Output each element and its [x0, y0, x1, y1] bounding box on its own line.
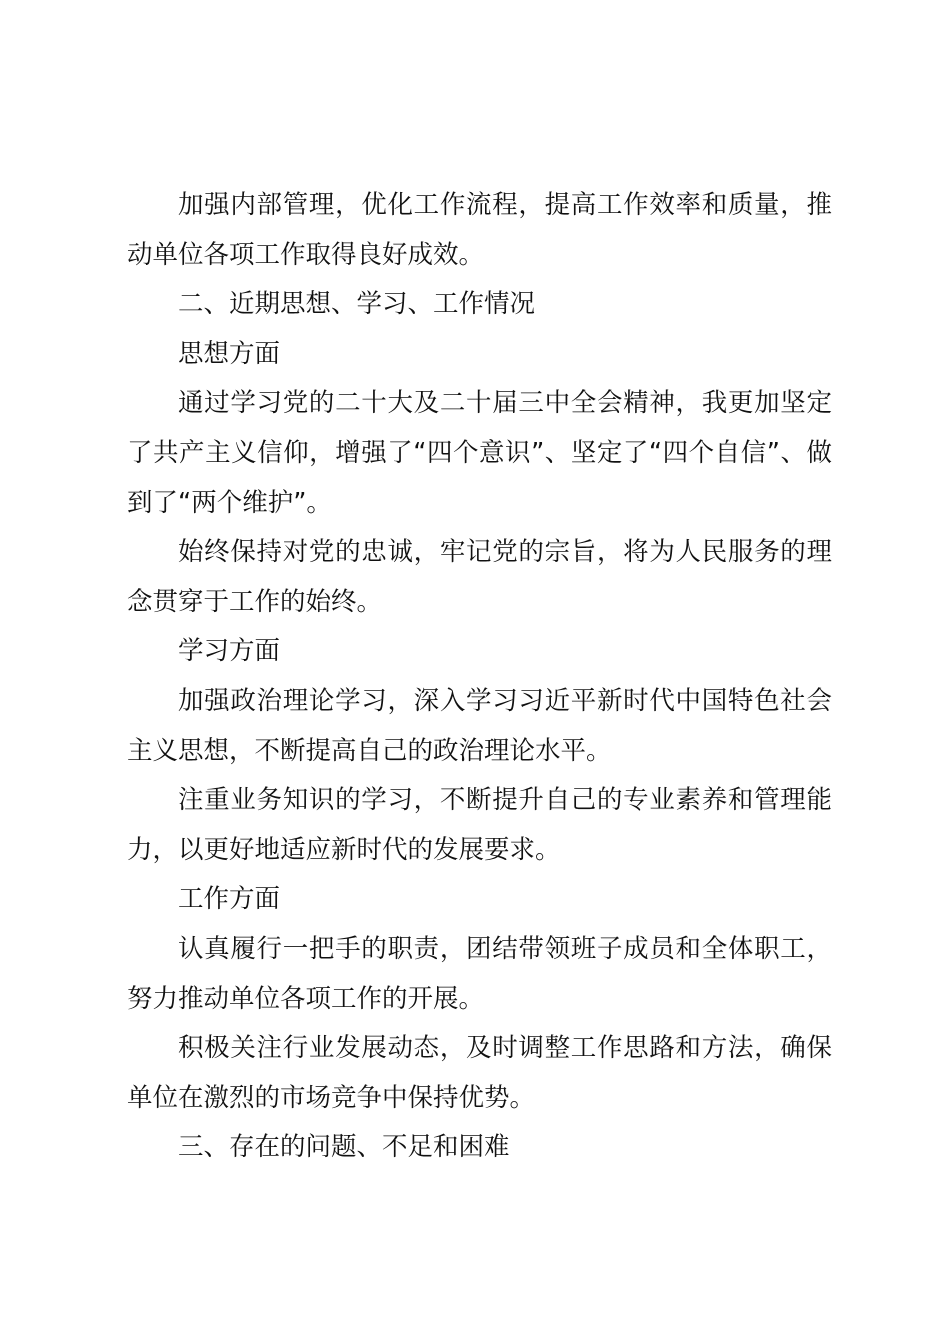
- document-body: [127, 181, 832, 1173]
- subheading-thought: 思想方面: [178, 338, 281, 369]
- paragraph-study-1: 加强政治理论学习，深入学习习近平新时代中国特色社会主义思想，不断提高自己的政治理论水平。: [127, 685, 832, 766]
- subheading-work: 工作方面: [178, 884, 281, 915]
- subheading-study: 学习方面: [178, 636, 281, 667]
- paragraph-management: 加强内部管理，优化工作流程，提高工作效率和质量，推动单位各项工作取得良好成效。: [127, 190, 832, 270]
- section-heading-problems: 三、存在的问题、不足和困难: [178, 1132, 510, 1163]
- paragraph-thought-2: 始终保持对党的忠诚，牢记党的宗旨，将为人民服务的理念贯穿于工作的始终。: [127, 537, 832, 617]
- paragraph-work-2: 积极关注行业发展动态，及时调整工作思路和方法，确保单位在激烈的市场竞争中保持优势。: [127, 1033, 832, 1113]
- section-heading-recent-situation: 二、近期思想、学习、工作情况: [178, 289, 536, 320]
- paragraph-work-1: 认真履行一把手的职责，团结带领班子成员和全体职工，努力推动单位各项工作的开展。: [127, 933, 832, 1014]
- paragraph-study-2: 注重业务知识的学习，不断提升自己的专业素养和管理能力，以更好地适应新时代的发展要求。: [127, 785, 832, 865]
- paragraph-thought-1: 通过学习党的二十大及二十届三中全会精神，我更加坚定了共产主义信仰，增强了“四个意识”、坚定了“四个自信”、做到了“两个维护”。: [127, 388, 832, 518]
